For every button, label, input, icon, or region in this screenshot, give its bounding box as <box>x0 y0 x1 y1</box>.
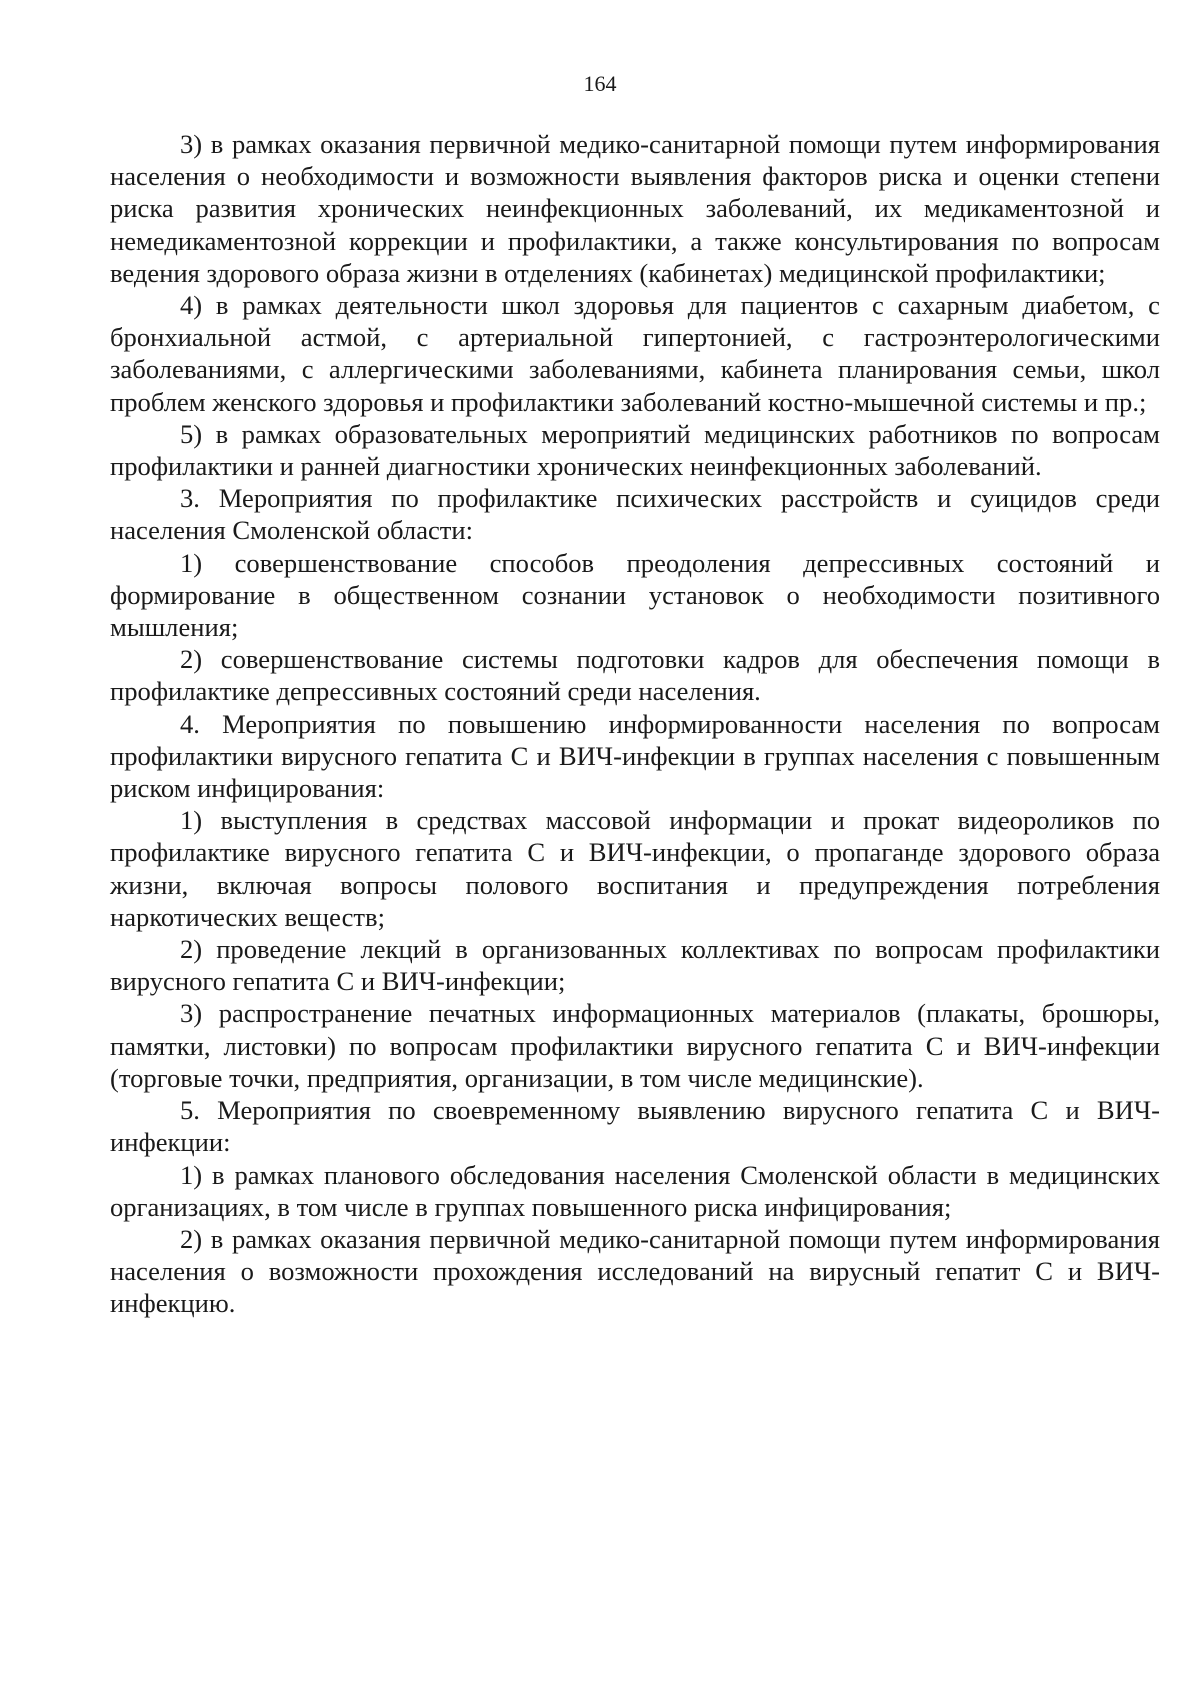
section-heading: 4. Мероприятия по повышению информированности населения по вопросам профилактики вирусного гепатита С и ВИЧ-инфекции в группах населения с повышенным риском инфицирования: <box>110 708 1160 804</box>
paragraph: 3) распространение печатных информационных материалов (плакаты, брошюры, памятки, листовки) по вопросам профилактики вирусного гепатита С и ВИЧ-инфекции (торговые точки, предприятия, организации, в том числе медицинские). <box>110 998 1160 1093</box>
section-heading: 5. Мероприятия по своевременному выявлению вирусного гепатита С и ВИЧ-инфекции: <box>110 1095 1160 1158</box>
paragraph: 1) в рамках планового обследования населения Смоленской области в медицинских организациях, в том числе в группах повышенного риска инфицирования; <box>110 1159 1160 1222</box>
paragraph: 1) выступления в средствах массовой информации и прокат видеороликов по профилактике вирусного гепатита С и ВИЧ-инфекции, о пропаганде здорового образа жизни, включая вопросы полового воспитания и предупреждения потребления наркотических веществ; <box>110 805 1160 932</box>
document-body <box>110 128 1160 1320</box>
paragraph: 2) в рамках оказания первичной медико-санитарной помощи путем информирования населения о возможности прохождения исследований на вирусный гепатит С и ВИЧ-инфекцию. <box>110 1223 1160 1319</box>
paragraph: 1) совершенствование способов преодоления депрессивных состояний и формирование в общественном сознании установок о необходимости позитивного мышления; <box>110 547 1160 643</box>
section-heading: 3. Мероприятия по профилактике психических расстройств и суицидов среди населения Смоленской области: <box>110 483 1160 546</box>
paragraph: 4) в рамках деятельности школ здоровья для пациентов с сахарным диабетом, с бронхиальной астмой, с артериальной гипертонией, с гастроэнтерологическими заболеваниями, с аллергическими заболеваниями, кабинета планирования семьи, школ проблем женского здоровья и профилактики заболеваний костно-мышечной системы и пр.; <box>110 290 1160 417</box>
paragraph: 5) в рамках образовательных мероприятий медицинских работников по вопросам профилактики и ранней диагностики хронических неинфекционных заболеваний. <box>110 418 1160 482</box>
page-number: 164 <box>583 71 617 96</box>
paragraph: 2) совершенствование системы подготовки кадров для обеспечения помощи в профилактике депрессивных состояний среди населения. <box>110 644 1160 707</box>
paragraph: 2) проведение лекций в организованных коллективах по вопросам профилактики вирусного гепатита С и ВИЧ-инфекции; <box>110 934 1160 997</box>
paragraph: 3) в рамках оказания первичной медико-санитарной помощи путем информирования населения о необходимости и возможности выявления факторов риска и оценки степени риска развития хронических неинфекционных заболеваний, их медикаментозной и немедикаментозной коррекции и профилактики, а также консультирования по вопросам ведения здорового образа жизни в отделениях (кабинетах) медицинской профилактики; <box>110 129 1160 288</box>
